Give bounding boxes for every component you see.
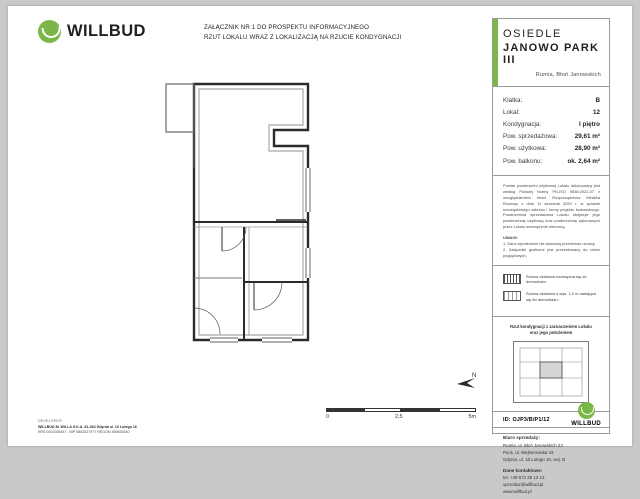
spec-key: Kondygnacja: [503, 120, 542, 128]
sales-office-title: Biuro sprzedaży: [503, 435, 541, 441]
project-title-line1: OSIEDLE [503, 28, 562, 40]
spec-row [503, 94, 600, 106]
contact-title: Dane kontaktowe: [503, 467, 543, 473]
sales-office-line: Rumia, ul. Błoń Janowskich 23 [503, 442, 563, 448]
document-page [8, 6, 632, 495]
legal-paragraph: Pomiar powierzchni użytkowej Lokalu dokonywany jest według Polskiej Normy PN-ISO 9836:2022-07 z uwzględnieniem treści Rozporządzenia Ministra Rozwoju z dnia 11 września 2020 r. w sprawie szczegółowego zakresu i formy projektu budowlanego. Powierzchnia sprzedażowa Lokalu obejmuje jego powierzchnię użytkową oraz powierzchnię wykonanych przez Lokalu wewnętrznie wierzoną. [503, 183, 600, 230]
contact-block [493, 428, 609, 499]
key-plan-caption-line1: Rzut kondygnacji z zaznaczeniem Lokalu [510, 323, 592, 329]
hatch-sparse-swatch-icon [503, 291, 521, 301]
header-note-line2: RZUT LOKALU WRAZ Z LOKALIZACJĄ NA RZUCIE KONDYGNACJI [204, 33, 402, 41]
spec-value: 29,61 m² [574, 133, 600, 141]
svg-text:N: N [472, 373, 477, 379]
spec-value: 12 [592, 108, 600, 116]
key-plan-caption-line2: oraz jego położeniem [529, 330, 573, 336]
floor-plan [158, 72, 458, 362]
spec-value: B [595, 96, 600, 104]
header-note-line1: ZAŁĄCZNIK NR 1 DO PROSPEKTU INFORMACYJNEGO [204, 24, 370, 31]
unit-id: ID: OJP3/B/P1/12 [493, 412, 609, 428]
legend-text: Ściana działowa nadrzędna się do demontażu. [526, 273, 587, 285]
project-title-line2: JANOWO PARK III [503, 42, 600, 66]
spec-row [503, 131, 600, 143]
unit-specs [493, 87, 609, 176]
legend-item [503, 274, 600, 286]
brand-logo [38, 20, 146, 43]
key-plan [493, 317, 609, 413]
legal-note [493, 176, 609, 265]
spec-row [503, 118, 600, 130]
spec-value: I piętro [579, 120, 600, 128]
sales-office-line: Gdynia, ul. 10 Lutego 16, wej. B [503, 456, 566, 462]
project-location: Rumia, Błoń Janowskich [535, 72, 601, 78]
contact-website[interactable]: www.willbud.pl [503, 489, 532, 495]
project-title-block [493, 19, 609, 87]
scale-label-0: 0 [326, 414, 329, 420]
developer-label: DEVELOPER: [38, 419, 63, 424]
developer-ids: KRS 0001035447 , NIP 5862527977 REGON 369526340 [38, 430, 130, 435]
key-plan-diagram [513, 341, 589, 403]
spec-value: 28,90 m² [574, 145, 600, 153]
hatch-dense-swatch-icon [503, 274, 521, 284]
spec-row [503, 106, 600, 118]
contact-email[interactable]: sprzedaz@willbud.pl [503, 482, 544, 488]
info-panel [492, 18, 610, 495]
developer-name: WILLBUD M. WILLA S.K.A. 81-364 Gdynia ul. 10 Lutego 16 [38, 424, 137, 429]
contact-phone[interactable]: tel. +48 572 36 12 13 [503, 475, 545, 481]
scale-bar [326, 408, 476, 420]
hatch-legend [493, 266, 609, 317]
north-arrow-icon [454, 368, 480, 394]
spec-key: Pow. użytkowa: [503, 145, 547, 153]
spec-row [503, 143, 600, 155]
spec-key: Klatka: [503, 96, 523, 104]
spec-value: ok. 2,64 m² [567, 157, 600, 165]
header-note [204, 23, 401, 42]
legend-text: Ściana działowa o wys. 1,2 m nadająca się do demontażu. [526, 291, 596, 302]
panel-brand-name: WILLBUD [571, 421, 601, 427]
scale-label-mid: 2,5 [395, 414, 403, 420]
brand-name: WILLBUD [67, 22, 146, 40]
willbud-arch-icon [578, 402, 595, 419]
footer [38, 419, 137, 436]
sales-office-line: Puck, ul. Wejherowska 43 [503, 449, 554, 455]
panel-brand-logo [571, 402, 601, 427]
note-item: 2. Załączniki graficzne jest prezentowany do celów poglądowych. [503, 246, 600, 258]
scale-label-max: 5m [468, 414, 476, 420]
spec-key: Pow. balkonu: [503, 157, 543, 165]
legend-item [503, 291, 600, 303]
willbud-arch-icon [38, 20, 61, 43]
spec-key: Lokal: [503, 108, 520, 116]
note-item: 1. Dane wymienione nie stanowią przedmiotu umowy. [503, 241, 596, 246]
notes-title: UWAGI: [503, 235, 518, 240]
spec-key: Pow. sprzedażowa: [503, 133, 558, 141]
spec-row [503, 155, 600, 167]
